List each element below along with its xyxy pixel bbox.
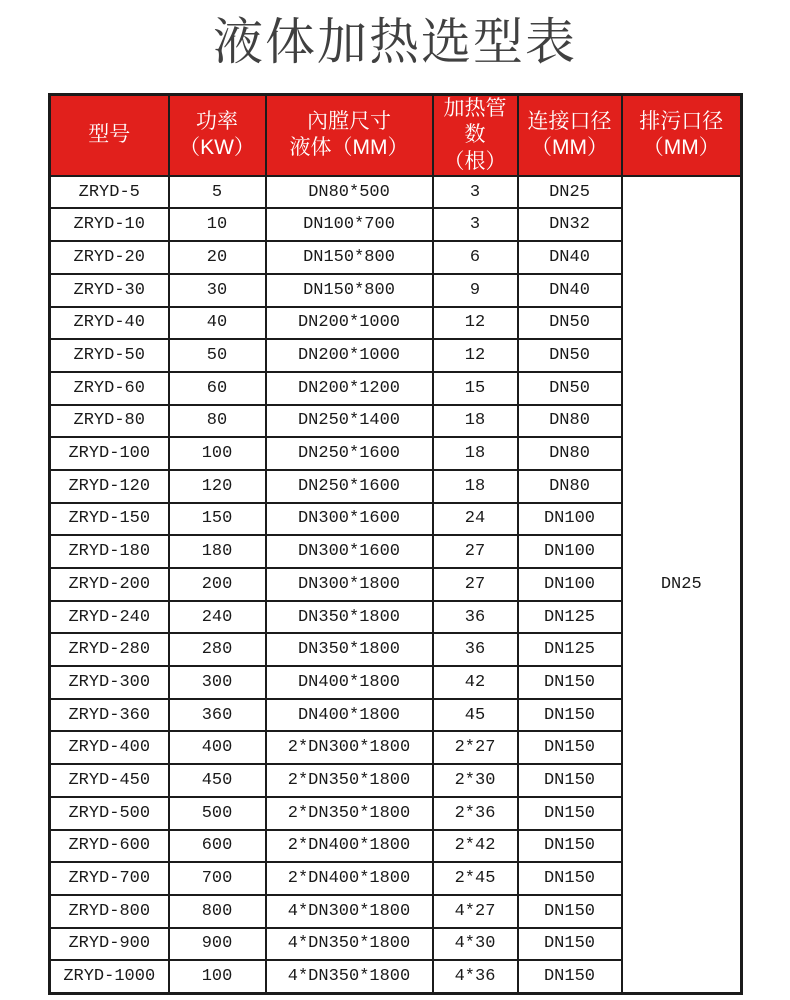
cell-tubes: 12: [433, 339, 518, 372]
cell-power: 450: [169, 764, 266, 797]
table-header: [50, 95, 742, 176]
cell-diameter: DN150: [518, 928, 622, 961]
table-body: [50, 176, 742, 994]
cell-diameter: DN150: [518, 830, 622, 863]
cell-size: 2*DN300*1800: [266, 731, 433, 764]
header-model: [50, 95, 169, 176]
cell-diameter: DN80: [518, 437, 622, 470]
cell-diameter: DN150: [518, 764, 622, 797]
cell-tubes: 9: [433, 274, 518, 307]
cell-diameter: DN50: [518, 339, 622, 372]
cell-model: ZRYD-500: [50, 797, 169, 830]
cell-size: DN300*1600: [266, 503, 433, 536]
cell-tubes: 3: [433, 176, 518, 209]
cell-diameter: DN50: [518, 372, 622, 405]
cell-model: ZRYD-180: [50, 535, 169, 568]
cell-power: 300: [169, 666, 266, 699]
cell-power: 40: [169, 307, 266, 340]
header-row: [50, 95, 742, 176]
cell-model: ZRYD-600: [50, 830, 169, 863]
cell-power: 500: [169, 797, 266, 830]
cell-size: DN250*1400: [266, 405, 433, 438]
cell-diameter: DN100: [518, 503, 622, 536]
cell-power: 600: [169, 830, 266, 863]
cell-diameter: DN150: [518, 666, 622, 699]
cell-size: 2*DN350*1800: [266, 797, 433, 830]
cell-power: 150: [169, 503, 266, 536]
cell-model: ZRYD-240: [50, 601, 169, 634]
page-title: 液体加热选型表: [213, 14, 577, 70]
cell-model: ZRYD-900: [50, 928, 169, 961]
cell-power: 180: [169, 535, 266, 568]
cell-model: ZRYD-800: [50, 895, 169, 928]
header-power: [169, 95, 266, 176]
cell-size: DN400*1800: [266, 699, 433, 732]
cell-diameter: DN125: [518, 601, 622, 634]
cell-diameter: DN25: [518, 176, 622, 209]
cell-model: ZRYD-100: [50, 437, 169, 470]
cell-size: DN150*800: [266, 241, 433, 274]
cell-tubes: 27: [433, 568, 518, 601]
cell-tubes: 15: [433, 372, 518, 405]
cell-tubes: 18: [433, 405, 518, 438]
heating-selection-table: [48, 93, 743, 995]
cell-diameter: DN100: [518, 568, 622, 601]
cell-model: ZRYD-150: [50, 503, 169, 536]
header-chamber-size: [266, 95, 433, 176]
cell-diameter: DN150: [518, 895, 622, 928]
header-power-line1: 功率: [196, 110, 238, 134]
cell-size: DN100*700: [266, 208, 433, 241]
cell-tubes: 27: [433, 535, 518, 568]
cell-diameter: DN80: [518, 405, 622, 438]
cell-size: 4*DN350*1800: [266, 928, 433, 961]
header-power-line2: （KW）: [179, 136, 255, 160]
cell-power: 50: [169, 339, 266, 372]
cell-size: DN80*500: [266, 176, 433, 209]
cell-tubes: 6: [433, 241, 518, 274]
header-tube-count-line2: （根）: [443, 149, 507, 173]
cell-tubes: 45: [433, 699, 518, 732]
cell-tubes: 42: [433, 666, 518, 699]
cell-size: DN350*1800: [266, 601, 433, 634]
cell-tubes: 12: [433, 307, 518, 340]
cell-power: 100: [169, 960, 266, 993]
header-tube-count-line1: 加热管数: [443, 97, 507, 147]
cell-diameter: DN150: [518, 862, 622, 895]
header-chamber-size-line2: 液体（MM）: [289, 136, 409, 160]
header-chamber-size-line1: 內膛尺寸: [307, 110, 391, 134]
cell-tubes: 2*27: [433, 731, 518, 764]
cell-model: ZRYD-20: [50, 241, 169, 274]
header-model-line1: 型号: [88, 123, 131, 147]
cell-model: ZRYD-30: [50, 274, 169, 307]
cell-size: 2*DN350*1800: [266, 764, 433, 797]
cell-power: 700: [169, 862, 266, 895]
cell-power: 240: [169, 601, 266, 634]
cell-tubes: 18: [433, 470, 518, 503]
cell-model: ZRYD-120: [50, 470, 169, 503]
cell-power: 280: [169, 633, 266, 666]
cell-model: ZRYD-5: [50, 176, 169, 209]
cell-power: 80: [169, 405, 266, 438]
cell-size: DN250*1600: [266, 437, 433, 470]
cell-size: 2*DN400*1800: [266, 862, 433, 895]
cell-size: DN200*1000: [266, 307, 433, 340]
cell-size: DN150*800: [266, 274, 433, 307]
cell-size: DN300*1600: [266, 535, 433, 568]
cell-tubes: 3: [433, 208, 518, 241]
cell-diameter: DN50: [518, 307, 622, 340]
cell-model: ZRYD-200: [50, 568, 169, 601]
cell-size: DN300*1800: [266, 568, 433, 601]
cell-size: 4*DN300*1800: [266, 895, 433, 928]
cell-model: ZRYD-80: [50, 405, 169, 438]
cell-power: 200: [169, 568, 266, 601]
cell-power: 360: [169, 699, 266, 732]
header-tube-count: [433, 95, 518, 176]
cell-power: 900: [169, 928, 266, 961]
cell-tubes: 4*27: [433, 895, 518, 928]
cell-size: DN200*1000: [266, 339, 433, 372]
cell-size: DN200*1200: [266, 372, 433, 405]
cell-diameter: DN40: [518, 274, 622, 307]
cell-tubes: 36: [433, 633, 518, 666]
cell-diameter: DN125: [518, 633, 622, 666]
header-drain-diameter-line1: 排污口径: [639, 110, 724, 134]
cell-power: 100: [169, 437, 266, 470]
cell-size: DN400*1800: [266, 666, 433, 699]
cell-diameter: DN150: [518, 731, 622, 764]
cell-power: 400: [169, 731, 266, 764]
cell-tubes: 4*30: [433, 928, 518, 961]
cell-model: ZRYD-1000: [50, 960, 169, 993]
header-connection-diameter-line1: 连接口径: [527, 110, 612, 134]
cell-model: ZRYD-40: [50, 307, 169, 340]
cell-model: ZRYD-300: [50, 666, 169, 699]
header-drain-diameter-line2: （MM）: [642, 136, 720, 160]
cell-model: ZRYD-700: [50, 862, 169, 895]
cell-model: ZRYD-450: [50, 764, 169, 797]
cell-tubes: 24: [433, 503, 518, 536]
cell-diameter: DN32: [518, 208, 622, 241]
cell-tubes: 2*45: [433, 862, 518, 895]
cell-model: ZRYD-400: [50, 731, 169, 764]
cell-model: ZRYD-280: [50, 633, 169, 666]
cell-tubes: 2*42: [433, 830, 518, 863]
cell-diameter: DN150: [518, 699, 622, 732]
cell-tubes: 18: [433, 437, 518, 470]
cell-model: ZRYD-60: [50, 372, 169, 405]
cell-diameter: DN80: [518, 470, 622, 503]
cell-power: 120: [169, 470, 266, 503]
cell-model: ZRYD-360: [50, 699, 169, 732]
header-connection-diameter-line2: （MM）: [531, 136, 608, 160]
cell-model: ZRYD-50: [50, 339, 169, 372]
cell-tubes: 2*30: [433, 764, 518, 797]
cell-diameter: DN100: [518, 535, 622, 568]
header-connection-diameter: [518, 95, 622, 176]
cell-diameter: DN150: [518, 960, 622, 993]
cell-size: 4*DN350*1800: [266, 960, 433, 993]
cell-diameter: DN40: [518, 241, 622, 274]
cell-power: 800: [169, 895, 266, 928]
cell-power: 20: [169, 241, 266, 274]
cell-tubes: 4*36: [433, 960, 518, 993]
cell-drain-merged: DN25: [622, 176, 742, 994]
cell-power: 10: [169, 208, 266, 241]
cell-size: 2*DN400*1800: [266, 830, 433, 863]
cell-power: 60: [169, 372, 266, 405]
cell-power: 5: [169, 176, 266, 209]
cell-size: DN250*1600: [266, 470, 433, 503]
cell-tubes: 2*36: [433, 797, 518, 830]
cell-model: ZRYD-10: [50, 208, 169, 241]
cell-power: 30: [169, 274, 266, 307]
table-row: [50, 176, 742, 209]
cell-tubes: 36: [433, 601, 518, 634]
cell-size: DN350*1800: [266, 633, 433, 666]
header-drain-diameter: [622, 95, 742, 176]
cell-diameter: DN150: [518, 797, 622, 830]
